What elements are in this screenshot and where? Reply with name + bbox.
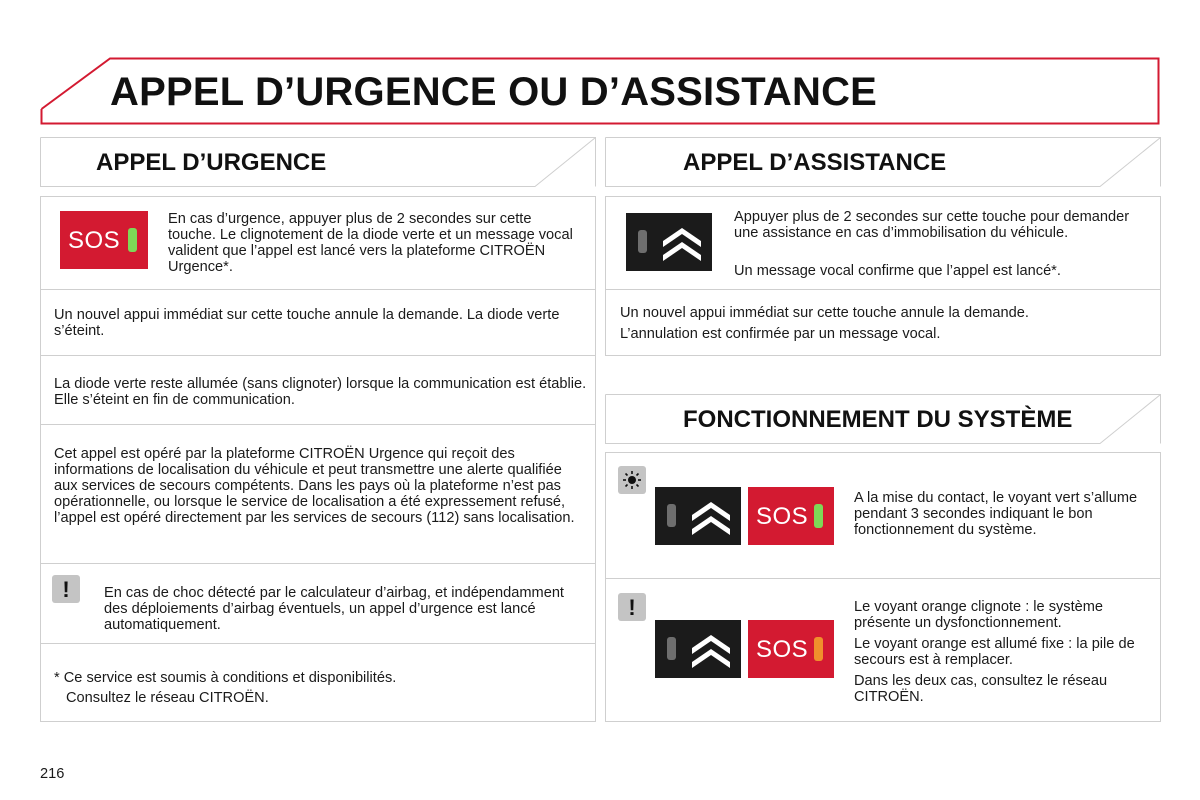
grey-led-icon [667,637,676,660]
assistance-cancel-text-1: Un nouvel appui immédiat sur cette touche annule la demande. [620,305,1029,321]
assistance-title: APPEL D’ASSISTANCE [683,149,947,176]
warning-icon: ! [618,593,646,621]
assistance-button-icon [655,620,741,678]
systeme-fault-text-1: Le voyant orange clignote : le système présente un dysfonctionnement. [854,599,1104,631]
page-title: APPEL D’URGENCE OU D’ASSISTANCE [110,70,878,114]
sos-button-icon [748,487,834,545]
systeme-fault-text-3: Dans les deux cas, consultez le réseau CITROËN. [854,673,1108,705]
sos-label: SOS [68,227,121,254]
assistance-cancel-text-2: L’annulation est confirmée par un message vocal. [620,326,941,342]
urgence-platform-text: Cet appel est opéré par la plateforme CITROËN Urgence qui reçoit des informations de localisation du véhicule et peut transmettre une alerte qualifiée aux services de secours compétents. Dans les pays où la plateforme n’est pas opérationnelle, ou lorsque le service de localisation a été expressement refusé, l’appel est opéré directement par les services de secours (112) sans localisation. [54,446,575,526]
grey-led-icon [667,504,676,527]
assistance-button-icon [626,213,712,271]
footnote-line-2: Consultez le réseau CITROËN. [66,690,269,706]
citroen-chevrons-icon [689,630,733,668]
systeme-ok-text: A la mise du contact, le voyant vert s’allume pendant 3 secondes indiquant le bon fonctionnement du système. [854,490,1138,538]
citroen-chevrons-icon [660,223,704,261]
grey-led-icon [638,230,647,253]
footnote-line-1: * Ce service est soumis à conditions et disponibilités. [54,670,397,686]
urgence-led-text: La diode verte reste allumée (sans clignoter) lorsque la communication est établie. Elle s’éteint en fin de communication. [54,376,587,408]
sos-button-icon [748,620,834,678]
urgence-airbag-text: En cas de choc détecté par le calculateur d’airbag, et indépendamment des déploiements d’airbag éventuels, un appel d’urgence est lancé automatiquement. [104,585,564,633]
sos-label: SOS [756,636,809,663]
assistance-intro-text-2: Un message vocal confirme que l’appel est lancé*. [734,263,1061,279]
page-number: 216 [40,766,65,782]
assistance-cancel-box [605,289,1161,356]
assistance-intro-text-1: Appuyer plus de 2 secondes sur cette touche pour demander une assistance en cas d’immobilisation du véhicule. [734,209,1130,241]
sos-label: SOS [756,503,809,530]
warning-icon: ! [52,575,80,603]
orange-led-icon [814,637,823,661]
systeme-fault-text-2: Le voyant orange est allumé fixe : la pile de secours est à remplacer. [854,636,1135,668]
urgence-intro-text: En cas d’urgence, appuyer plus de 2 secondes sur cette touche. Le clignotement de la diode verte et un message vocal valident que l’appel est lancé vers la plateforme CITROËN Urgence*. [168,211,573,275]
green-led-icon [814,504,823,528]
light-bulb-icon [618,466,646,494]
green-led-icon [128,228,137,252]
urgence-title: APPEL D’URGENCE [96,149,327,176]
urgence-cancel-text: Un nouvel appui immédiat sur cette touche annule la demande. La diode verte s’éteint. [54,307,560,339]
systeme-title: FONCTIONNEMENT DU SYSTÈME [683,406,1073,433]
sos-button-icon [60,211,148,269]
assistance-button-icon [655,487,741,545]
citroen-chevrons-icon [689,497,733,535]
